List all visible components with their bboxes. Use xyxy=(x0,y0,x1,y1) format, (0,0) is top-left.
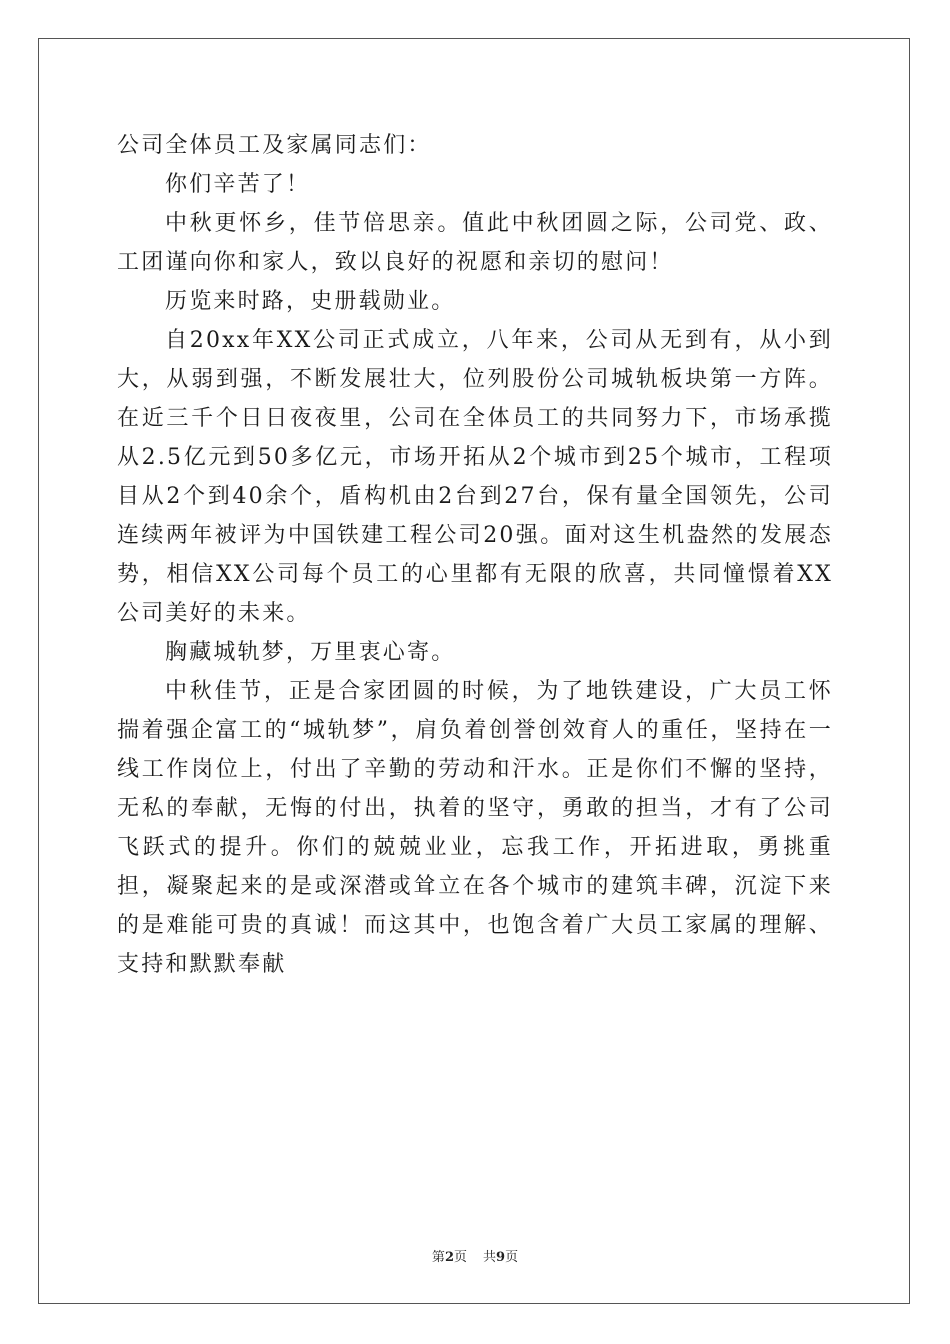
total-suffix: 页 xyxy=(505,1250,519,1265)
paragraph: 中秋佳节，正是合家团圆的时候，为了地铁建设，广大员工怀揣着强企富工的“城轨梦”，肩负着创誉创效育人的重任，坚持在一线工作岗位上，付出了辛勤的劳动和汗水。正是你们不懈的坚持，无私的奉献，无悔的付出，执着的坚守，勇敢的担当，才有了公司飞跃式的提升。你们的兢兢业业，忘我工作，开拓进取，勇挑重担，凝聚起来的是或深潜或耸立在各个城市的建筑丰碑，沉淀下来的是难能可贵的真诚！而这其中，也饱含着广大员工家属的理解、支持和默默奉献 xyxy=(117,679,833,977)
paragraph: 你们辛苦了！ xyxy=(165,172,311,197)
total-prefix: 共 xyxy=(483,1250,497,1265)
total-pages: 9 xyxy=(496,1250,506,1265)
paragraph: 中秋更怀乡，佳节倍思亲。值此中秋团圆之际，公司党、政、工团谨向你和家人，致以良好的祝愿和亲切的慰问！ xyxy=(117,211,833,275)
page-prefix: 第 xyxy=(431,1250,445,1265)
page-footer xyxy=(0,1246,950,1265)
document-body xyxy=(117,126,833,984)
section-heading: 历览来时路，史册载勋业。 xyxy=(165,289,456,314)
paragraph: 自20xx年XX公司正式成立，八年来，公司从无到有，从小到大，从弱到强，不断发展壮大，位列股份公司城轨板块第一方阵。在近三千个日日夜夜里，公司在全体员工的共同努力下，市场承揽从2.5亿元到50多亿元，市场开拓从2个城市到25个城市，工程项目从2个到40余个，盾构机由2台到27台，保有量全国领先，公司连续两年被评为中国铁建工程公司20强。面对这生机盎然的发展态势，相信XX公司每个员工的心里都有无限的欣喜，共同憧憬着XX公司美好的未来。 xyxy=(117,328,833,626)
section-heading: 胸藏城轨梦，万里衷心寄。 xyxy=(165,640,456,665)
page-number: 2 xyxy=(444,1250,454,1265)
page-suffix: 页 xyxy=(453,1250,467,1265)
salutation: 公司全体员工及家属同志们： xyxy=(117,133,432,158)
